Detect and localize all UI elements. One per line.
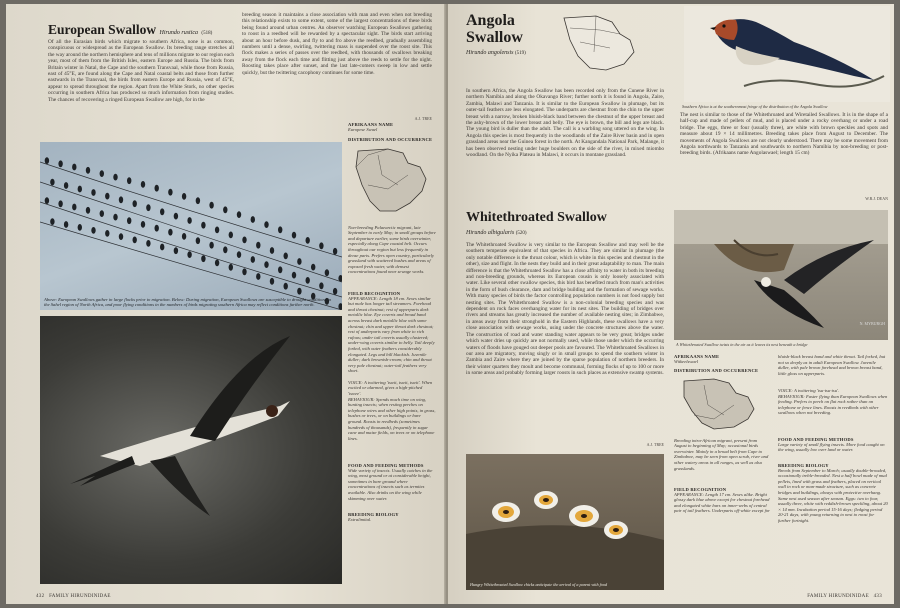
perched-bird	[297, 288, 301, 295]
whitethroated-author: A.J. TREE	[646, 442, 664, 447]
perched-bird	[306, 277, 310, 284]
nest-bridge-photo	[674, 210, 888, 340]
perched-bird	[187, 251, 191, 258]
perched-bird	[270, 247, 274, 254]
perched-bird	[292, 272, 296, 279]
nest-caption: A Whitethroated Swallow twists in the air as it leaves its nest beneath a bridge	[676, 342, 808, 347]
perched-bird	[292, 232, 296, 239]
angola-swallow-illustration	[684, 6, 890, 102]
perched-bird	[284, 283, 288, 290]
distribution-text: Non-breeding Palaearctic migrant, late September to early May; in small groups before and departure earlier, some birds overwinter, especially along Cape coastal belt. Occurs throughout our region but less frequently in dense parts. Prefers open country, particularly grassland with scattered bushes and areas of exposed fresh water, with densest concentrations found near sewage works.	[348, 224, 436, 275]
perched-bird	[141, 181, 145, 188]
left-folio-number: 432	[36, 594, 45, 599]
whitethroated-text: The Whitethroated Swallow is very similar to the European Swallow and may well be the southern temperate equivalent of that species in Africa. They are similar in plumage (the only notable difference is the throat colour, which is white in this species and chestnut in the other), size and flight. In the nests they build and in their great adaptability to man. The main difference is that the Whitethroated Swallow has a close affinity to water in both its breeding and non-breeding grounds, whereas its European cousin is only loosely associated with water. Like several other swallow species, this bird has benefited much from man's activities in the form of bush clearance, dam and bridge building and the formation of sewage works. With many species of birds the factor controlling population numbers is not food supply but nesting sites. The Whitethroated Swallow is a non-colonial breeding species and was dependent on rock faces overhanging water for its nest sites. The building of bridges over rivers and streams has greatly increased the number of available nesting sites; in Zimbabwe, in areas away from their stronghold in the Eastern Highlands, these swallows have a very close association with sewage works, using under the concrete structures above the water. The construction of road and water standing water appears to be very great; bridges under which water dries up quickly are not normally used, while those under which the occurring waters of floods have gouged out deeper pools are favoured. The Whitethroated Swallows in our area are migratory, moving singly or in small groups to spend the southern winter in Zambia and Zaire where they are joined by the sparse population of northern breeders. In their winter quarters they moult and become communal, forming flocks of up to 100 or more in some areas and probably forming larger roosts in such places as extensive swamp systems.	[466, 242, 664, 377]
nest-credit: N. MYBURGH	[859, 321, 885, 326]
perched-bird	[229, 232, 233, 239]
right-page	[448, 4, 894, 604]
perched-bird	[182, 193, 186, 200]
perched-bird	[182, 233, 186, 240]
perched-bird	[168, 229, 172, 236]
perched-bird	[264, 221, 268, 228]
perched-bird	[146, 204, 150, 211]
book-spread	[6, 4, 894, 604]
chicks-caption: Hungry Whitethroated Swallow chicks anticipate the arrival of a parent with food	[470, 582, 608, 588]
perched-bird	[237, 211, 241, 218]
mid-afrikaans-heading: AFRIKAANS NAME	[674, 354, 720, 359]
mid-sidebar	[674, 354, 770, 594]
mid-field-heading: FIELD RECOGNITION	[674, 486, 727, 492]
perched-bird	[174, 213, 178, 220]
mid-distribution-text: Breeding intra-African migrant, present from August to beginning of May; occasional birds overwinter. Mainly in a broad belt from Cape to Zimbabwe, may be seen from open scrub, river and other watery areas in all ranges, as well as also grasslands.	[674, 437, 769, 471]
right-folio-number: 433	[873, 594, 882, 599]
right-folio-label: FAMILY HIRUNDINIDAE	[807, 594, 869, 599]
perched-bird	[242, 268, 246, 275]
perched-bird	[64, 182, 68, 189]
swallows-on-wires-photo	[40, 142, 342, 310]
whitethroated-latin: Hirundo albigularis	[466, 230, 515, 236]
perched-bird	[50, 218, 54, 225]
food-text: Wide variety of insects. Usually catches in the wing, most ground or at considerable height, sometimes in bare ground where concentrations of insects such as termites available. Also drinks on the wing while skimming over water.	[348, 467, 433, 501]
perched-bird	[45, 197, 49, 204]
perched-bird	[119, 233, 123, 240]
angola-latin: Hirundo angolensis	[466, 50, 514, 56]
perched-bird	[155, 185, 159, 192]
perched-bird	[187, 217, 191, 224]
perched-bird	[237, 251, 241, 258]
right-field-text: bluish-black breast band and white throat. Tail forked, but not so deeply as in adult European Swallow. Juvenile duller, with pale brown forehead and brown breast band, little gloss on upperparts.	[778, 354, 886, 376]
perched-bird	[91, 189, 95, 196]
afrikaans-name: Europese Swael	[348, 127, 378, 132]
perched-bird	[86, 207, 90, 214]
perched-bird	[278, 226, 282, 233]
perched-bird	[215, 260, 219, 267]
perched-bird	[119, 196, 123, 203]
right-voice: VOICE: A twittering 'tsu-tsu-tsu'.	[778, 388, 840, 393]
perched-bird	[45, 157, 49, 164]
perched-bird	[58, 160, 62, 167]
angola-latin-line	[466, 50, 526, 56]
perched-bird	[297, 258, 301, 265]
perched-bird	[72, 164, 76, 171]
perched-bird	[242, 237, 246, 244]
perched-bird	[91, 227, 95, 234]
perched-bird	[105, 230, 109, 237]
perched-bird	[141, 221, 145, 228]
perched-bird	[223, 206, 227, 213]
perched-bird	[256, 273, 260, 280]
perched-bird	[155, 225, 159, 232]
wires-illustration	[40, 142, 342, 310]
left-page	[6, 4, 446, 604]
title-latin: Hirundo rustica	[159, 30, 199, 36]
perched-bird	[256, 242, 260, 249]
field-recognition-heading: FIELD RECOGNITION	[348, 290, 401, 296]
perched-bird	[100, 170, 104, 177]
perched-bird	[319, 282, 323, 289]
angola-number: (519)	[515, 51, 526, 56]
right-breeding-text: Breeds from September to March; usually double-brooded, occasionally treble-brooded. Nest a half bowl made of mud pellets, lined with grass and feathers, placed on vertical wall in rock or man-made structure, such as concrete bridges and buildings, always with protective overhang. Same nest used season after season. Eggs: two to four, usually three, white with reddish-brown speckling, about 20 × 14 mm. Incubation period 15-16 days; fledging period 20-21 days, with young returning to nest to roost for further fortnight.	[778, 467, 888, 523]
right-breeding-heading: BREEDING BIOLOGY	[778, 462, 829, 468]
perched-bird	[201, 222, 205, 229]
perched-bird	[160, 244, 164, 251]
perched-bird	[229, 264, 233, 271]
perched-bird	[146, 240, 150, 247]
right-food-heading: FOOD AND FEEDING METHODS	[778, 436, 854, 442]
perched-bird	[306, 237, 310, 244]
right-sidebar	[778, 354, 888, 594]
right-food-text: Large variety of small flying insects. More food caught on the wing, usually low over land or water.	[778, 441, 885, 453]
voice-text: VOICE: A twittering 'tswit, tswit, tswit'. When excited or alarmed, gives a high-pitched 'tswee'.	[348, 379, 433, 396]
perched-bird	[133, 200, 137, 207]
angola-col2-text: The nest is similar to those of the Whitethroated and Wiretailed Swallows. It is in the shape of a half-cup and made of pellets of mud, and is placed under a rocky overhang or under a road bridge. The eggs, three or four (usually three), are white with brown speckles and spots and measure about 19 × 14 millimetres. Breeding takes place from August to December. The movements of Angola Swallows are not clearly understood. There may be some movement from Angola northwards to Tanzania and southwards to northern Namibia by non-breeding or post-breeding birds. (Afrikaans name Angolaswael; length 15 cm)	[680, 112, 888, 157]
food-heading: FOOD AND FEEDING METHODS	[348, 462, 424, 468]
perched-bird	[325, 269, 329, 276]
breeding-text: Extralimital.	[348, 516, 372, 522]
perched-bird	[78, 186, 82, 193]
breeding-heading: BREEDING BIOLOGY	[348, 511, 399, 517]
perched-bird	[127, 217, 131, 224]
mid-distribution-heading: DISTRIBUTION AND OCCURRENCE	[674, 367, 759, 373]
angola-title	[466, 12, 523, 46]
right-folio	[807, 594, 882, 599]
perched-bird	[319, 242, 323, 249]
perched-bird	[100, 210, 104, 217]
afrikaans-heading: AFRIKAANS NAME	[348, 122, 394, 127]
perched-bird	[270, 278, 274, 285]
whitethroated-title: Whitethroated Swallow	[466, 210, 607, 225]
perched-bird	[72, 204, 76, 211]
mid-field-text: APPEARANCE: Length 17 cm. Sexes alike. Bright glossy dark blue above except for chestnut forehead and elongated white bars on inner-webs of central pair of tail feathers. Underparts off-white except for	[674, 491, 770, 514]
angola-author: W.R.J. DEAN	[865, 196, 888, 201]
perched-bird	[215, 227, 219, 234]
nest-bridge-illustration	[674, 210, 888, 340]
perched-bird	[160, 208, 164, 215]
perched-bird	[251, 256, 255, 263]
mid-afrikaans-name: Witkeelswael	[674, 359, 698, 364]
perched-bird	[264, 261, 268, 268]
angola-map	[560, 12, 640, 72]
swallow-flight-illustration	[40, 316, 342, 584]
perched-bird	[78, 224, 82, 231]
perched-bird	[168, 189, 172, 196]
perched-bird	[201, 255, 205, 262]
perched-bird	[278, 266, 282, 273]
whitethroated-map	[674, 375, 764, 431]
swallow-flight-photo	[40, 316, 342, 584]
perched-bird	[209, 242, 213, 249]
whitethroated-number: (520)	[515, 231, 527, 236]
perched-bird	[58, 200, 62, 207]
angola-caption: Southern Africa is at the southernmost fringe of the distribution of the Angola Swallow	[682, 104, 828, 109]
photo1-caption: Above: European Swallows gather in large flocks prior to migration. Below: During migration, European Swallows are susceptible to drought conditions in the Sahel region of North Africa, and poor flying conditions in the numbers of birds migrating southern Africa may reflect conditions further north.	[44, 296, 332, 308]
perched-bird	[86, 167, 90, 174]
perched-bird	[196, 237, 200, 244]
angola-col1-text: In southern Africa, the Angola Swallow has been recorded only from the Cunene River in northern Namibia and along the Okavango River; further north it is found in Angola, Zaire, Zambia, Malawi and Tanzania. It is similar to the European Swallow in plumage, but its outer-tail feathers are less elongated. The underparts are chestnut from the chin to the upper breast with a narrow, broken bluish-black band between the chestnut of the upper breast and the ashy-brown of the lower breast and belly. The eye is brown, the bill and legs are black. The young bird is duller than the adult. The call is a warbling song uttered on the wing. In Angola this species is most frequently in the woodlands of the Zaire River basin and in open grassland areas near the Guinea forest in the north. At Kangandala National Park, Malange, it has been observed nesting under huge boulders on the side of the river, in mixed miombo woodland. On the Nyika Plateau in Malawi, it occurs in montane grassland.	[466, 88, 664, 159]
chicks-nest-photo	[466, 454, 664, 590]
behaviour-text: BEHAVIOUR: Spends much time on wing, hunting insects; when resting perches on telephone wires and other high points, in grass, bushes or trees, or on buildings or bare ground. Roosts in reedbeds (sometimes hundreds of thousands), frequently in sugar cane and maize fields, on trees or on telephone lines.	[348, 396, 436, 441]
perched-bird	[50, 179, 54, 186]
left-col2-author: A.J. TREE	[414, 116, 432, 121]
angola-title-line2: Swallow	[466, 29, 523, 46]
distribution-heading: DISTRIBUTION AND OCCURRENCE	[348, 136, 433, 142]
perched-bird	[284, 253, 288, 260]
chicks-illustration	[466, 454, 664, 590]
perched-bird	[209, 202, 213, 209]
perched-bird	[113, 174, 117, 181]
perched-bird	[333, 248, 337, 255]
left-sidebar	[348, 122, 436, 592]
whitethroated-latin-line	[466, 230, 527, 236]
perched-bird	[127, 177, 131, 184]
perched-bird	[105, 193, 109, 200]
angola-col2	[680, 112, 888, 204]
perched-bird	[311, 264, 315, 271]
perched-bird	[174, 247, 178, 254]
whitethroated-text-col	[466, 242, 664, 450]
title-number: (518)	[201, 31, 213, 36]
left-col1-text: Of all the Eurasian birds which migrate to southern Africa, none is as common, conspicuous or widespread as the European Swallow. Its breeding range stretches all the way around the northern hemisphere and tens of millions migrate to our region each year, most of them from the British Isles, eastern Europe and Russia. The birds from Britain winter in Natal, the Cape and the southern Transvaal, while those from Russia, east of 45°E, are found along the Cape and Natal coastal belts and those from further eastwards in the Transvaal, the birds from eastern Europe and Russia, west of 45°E, appear to spread throughout the region. Apart from the White Stork, no other species occurring in southern Africa has produced so much information from ringing studies. The chances of recovering a ringed European Swallow are high, for in the	[48, 39, 234, 103]
left-folio	[36, 594, 111, 599]
left-folio-label: FAMILY HIRUNDINIDAE	[49, 594, 111, 599]
title-text: European Swallow	[48, 22, 157, 37]
perched-bird	[333, 288, 337, 295]
perched-bird	[133, 237, 137, 244]
angola-title-line1: Angola	[466, 12, 515, 29]
field-recognition-text: APPEARANCE: Length 18 cm. Sexes similar but male has longer tail streamers. Forehead and throat chestnut; rest of upperparts dark metallic blue. Eye coverts and broad band across breast dark metallic blue with some chestnut; chin and upper throat dark chestnut; rest of underparts vary from white to rich rufous; under tail coverts usually clustered; under-wing coverts similar to belly. Tail deeply forked, with outer feathers considerably elongated. Legs and bill blackish. Juvenile duller; dark brownish-cream; chin and throat very pale chestnut; outer-tail feathers very short.	[348, 295, 435, 374]
perched-bird	[223, 246, 227, 253]
perched-bird	[64, 221, 68, 228]
left-col2-text: breeding season it maintains a close association with man and even when not breeding this relationship exists to some extent, some of the largest concentrations of these birds being found around urban centres. An observer watching European Swallows gathering to roost in a reedbed will be rewarded by a spectacular sight. The birds start arriving about an hour before dusk, and fly to and fro above the reedbed, gradually assembling numbers until a dense, swirling, twittering mass is suspended over the roost site. This flock makes a series of passes over the reedbed, with thousands of swallows breaking away from the flock each time and flitting just above the reeds to settle for the night. Roosting takes place after sunset, and the last late-comers sweep in low and settle quickly, but the twittering cacophony continues for some time.	[242, 12, 432, 76]
angola-bird-drawing	[684, 6, 890, 102]
europe-swallow-map	[348, 145, 436, 217]
perched-bird	[251, 216, 255, 223]
right-behaviour: BEHAVIOUR: Faster flying than European Swallows when feeding. Prefers to perch on flat rock rather than on telephone or fence lines. Roosts in reedbeds with other swallows when not breeding.	[778, 393, 888, 416]
european-swallow-title	[48, 22, 212, 38]
perched-bird	[196, 197, 200, 204]
perched-bird	[113, 214, 117, 221]
left-col2	[242, 12, 432, 124]
